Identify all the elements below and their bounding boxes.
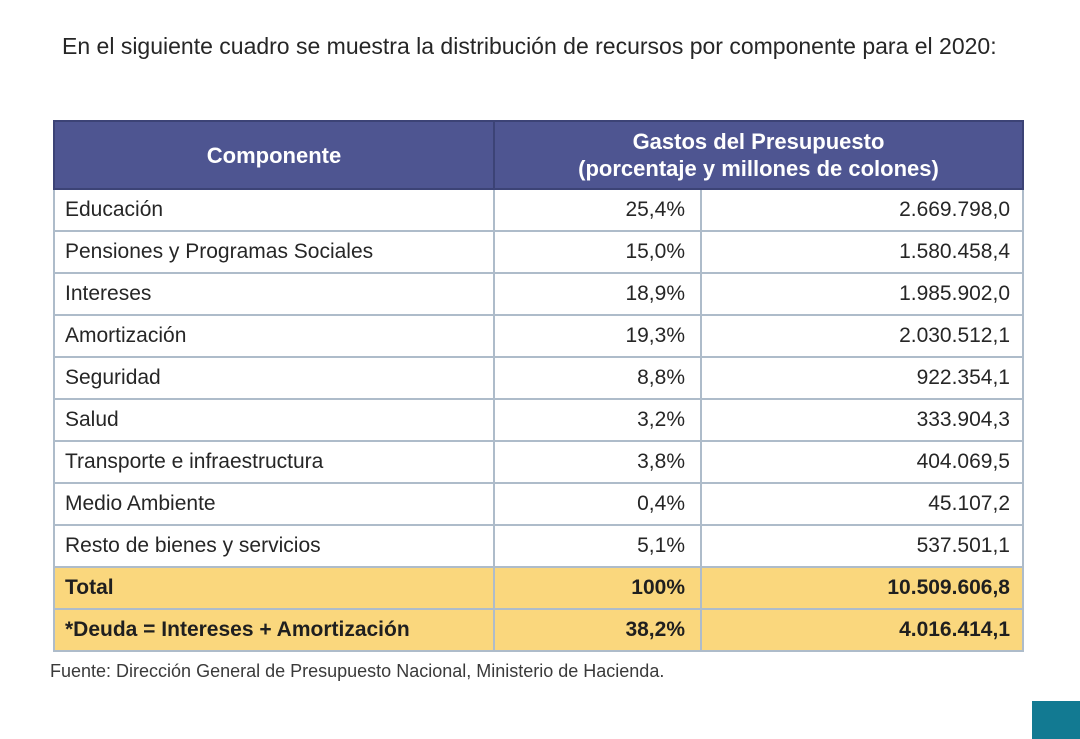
table-row [54,273,1023,315]
cell-componente: Resto de bienes y servicios [54,525,494,567]
cell-porcentaje: 38,2% [494,609,701,651]
header-gastos-line2: (porcentaje y millones de colones) [578,156,939,181]
header-gastos-line1: Gastos del Presupuesto [632,129,885,154]
table-header-row [54,121,1023,189]
cell-componente: Amortización [54,315,494,357]
cell-componente: Transporte e infraestructura [54,441,494,483]
cell-porcentaje: 8,8% [494,357,701,399]
cell-componente: Intereses [54,273,494,315]
budget-table [53,120,1024,652]
cell-porcentaje: 5,1% [494,525,701,567]
budget-table-container [53,120,1024,652]
cell-millones: 2.030.512,1 [701,315,1023,357]
cell-millones: 333.904,3 [701,399,1023,441]
cell-millones: 1.985.902,0 [701,273,1023,315]
cell-millones: 2.669.798,0 [701,189,1023,231]
cell-millones: 922.354,1 [701,357,1023,399]
cell-componente: Salud [54,399,494,441]
cell-porcentaje: 3,2% [494,399,701,441]
cell-millones: 45.107,2 [701,483,1023,525]
intro-paragraph: En el siguiente cuadro se muestra la distribución de recursos por componente para el 2020: [62,33,997,59]
source-note: Fuente: Dirección General de Presupuesto Nacional, Ministerio de Hacienda. [50,661,665,681]
cell-porcentaje: 18,9% [494,273,701,315]
cell-componente: Pensiones y Programas Sociales [54,231,494,273]
cell-componente: Educación [54,189,494,231]
cell-millones: 1.580.458,4 [701,231,1023,273]
table-row [54,231,1023,273]
table-row [54,525,1023,567]
cell-componente: Seguridad [54,357,494,399]
cell-porcentaje: 15,0% [494,231,701,273]
cell-millones: 10.509.606,8 [701,567,1023,609]
table-row [54,315,1023,357]
cell-porcentaje: 3,8% [494,441,701,483]
cell-millones: 4.016.414,1 [701,609,1023,651]
cell-porcentaje: 19,3% [494,315,701,357]
table-row [54,441,1023,483]
cell-componente: Total [54,567,494,609]
cell-porcentaje: 25,4% [494,189,701,231]
header-componente: Componente [54,121,494,189]
header-gastos [494,121,1023,189]
corner-accent-square [1032,701,1080,739]
cell-componente: *Deuda = Intereses + Amortización [54,609,494,651]
cell-componente: Medio Ambiente [54,483,494,525]
debt-row [54,609,1023,651]
table-row [54,483,1023,525]
table-row [54,399,1023,441]
total-row [54,567,1023,609]
cell-porcentaje: 100% [494,567,701,609]
cell-millones: 537.501,1 [701,525,1023,567]
cell-porcentaje: 0,4% [494,483,701,525]
table-row [54,357,1023,399]
cell-millones: 404.069,5 [701,441,1023,483]
table-row [54,189,1023,231]
